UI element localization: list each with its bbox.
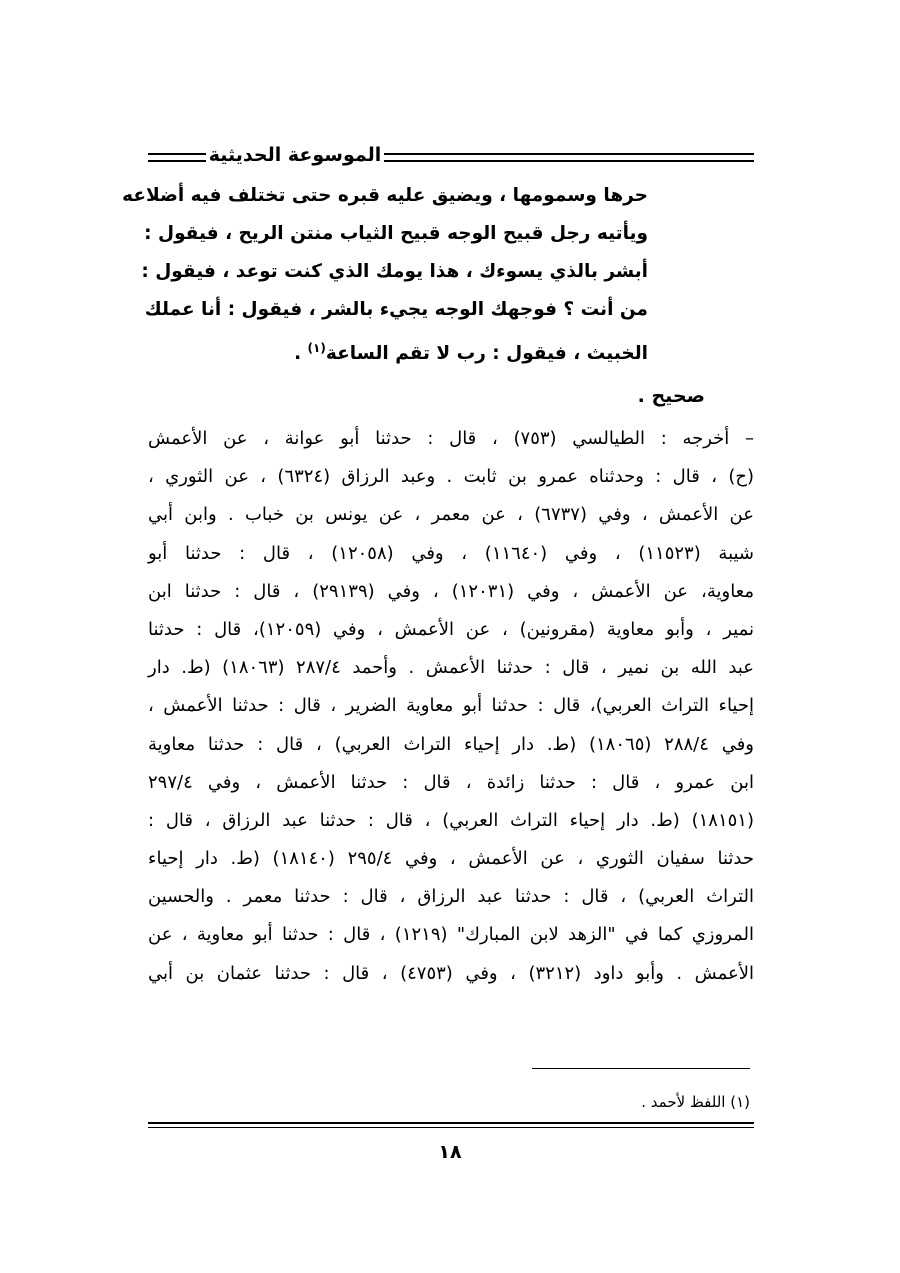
running-title: الموسوعة الحديثية (208, 144, 382, 166)
footnote-marker: (١) (307, 341, 326, 355)
hadith-grade: صحيح . (637, 385, 705, 407)
commentary-line: وفي ٢٨٨/٤ (١٨٠٦٥) (ط. دار إحياء التراث العربي) ، قال : حدثنا معاوية (148, 733, 754, 755)
header-rule-right (384, 153, 754, 162)
takhrij-commentary (148, 420, 754, 993)
footer-rule (148, 1122, 754, 1128)
commentary-line: إحياء التراث العربي)، قال : حدثنا أبو معاوية الضرير ، قال : حدثنا الأعمش ، (148, 695, 754, 717)
hadith-line-text: الخبيث ، فيقول : رب لا تقم الساعة (325, 343, 648, 365)
commentary-line: عن الأعمش ، وفي (٦٧٣٧) ، عن معمر ، عن يونس بن خباب . وابن أبي (148, 504, 754, 526)
hadith-line: ويأتيه رجل قبيح الوجه قبيح الثياب منتن الريح ، فيقول : (144, 223, 648, 244)
footnote: (١) اللفظ لأحمد . (641, 1093, 750, 1111)
commentary-line: شيبة (١١٥٢٣) ، وفي (١١٦٤٠) ، وفي (١٢٠٥٨) ، قال : حدثنا أبو (148, 542, 755, 564)
commentary-line: ابن عمرو ، قال : حدثنا زائدة ، قال : حدثنا الأعمش ، وفي ٢٩٧/٤ (148, 771, 754, 793)
commentary-line: نمير ، وأبو معاوية (مقرونين) ، عن الأعمش ، وفي (١٢٠٥٩)، قال : حدثنا (148, 618, 755, 640)
hadith-line: أبشر بالذي يسوءك ، هذا يومك الذي كنت توعد ، فيقول : (141, 261, 648, 282)
hadith-line-end: . (294, 343, 308, 365)
commentary-line: – أخرجه : الطيالسي (٧٥٣) ، قال : حدثنا أبو عوانة ، عن الأعمش (148, 428, 754, 449)
commentary-line: (ح) ، قال : وحدثناه عمرو بن ثابت . وعبد الرزاق (٦٣٢٤) ، عن الثوري ، (148, 466, 755, 488)
commentary-line: (١٨١٥١) (ط. دار إحياء التراث العربي) ، قال : حدثنا عبد الرزاق ، قال : (148, 809, 754, 831)
commentary-line: معاوية، عن الأعمش ، وفي (١٢٠٣١) ، وفي (٢٩١٣٩) ، قال : حدثنا ابن (148, 580, 755, 602)
commentary-line: المروزي كما في "الزهد لابن المبارك" (١٢١٩) ، قال : حدثنا أبو معاوية ، عن (148, 924, 754, 946)
hadith-line: من أنت ؟ فوجهك الوجه يجيء بالشر ، فيقول : أنا عملك (144, 299, 648, 320)
header-rule-left (148, 153, 206, 162)
commentary-line: عبد الله بن نمير ، قال : حدثنا الأعمش . وأحمد ٢٨٧/٤ (١٨٠٦٣) (ط. دار (148, 657, 754, 679)
hadith-line-last (248, 329, 648, 367)
footnote-separator (532, 1068, 750, 1069)
hadith-line: حرها وسمومها ، ويضيق عليه قبره حتى تختلف فيه أضلاعه (122, 185, 648, 206)
commentary-line: حدثنا سفيان الثوري ، عن الأعمش ، وفي ٢٩٥/٤ (١٨١٤٠) (ط. دار إحياء (148, 848, 754, 870)
hadith-text (122, 177, 648, 367)
commentary-line: الأعمش . وأبو داود (٣٢١٢) ، وفي (٤٧٥٣) ، قال : حدثنا عثمان بن أبي (148, 962, 755, 984)
commentary-line: التراث العربي) ، قال : حدثنا عبد الرزاق ، قال : حدثنا معمر . والحسين (148, 886, 754, 908)
page-number: ١٨ (438, 1141, 462, 1163)
